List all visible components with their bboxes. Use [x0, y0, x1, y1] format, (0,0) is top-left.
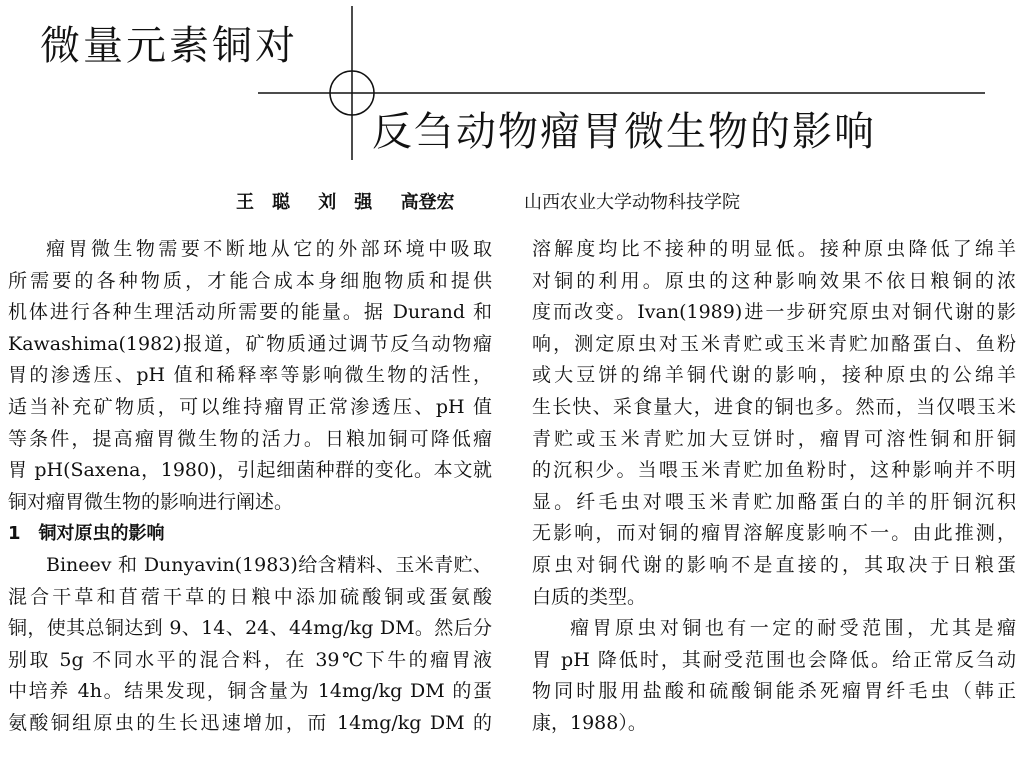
text-line: 胃 pH(Saxena，1980)，引起细菌种群的变化。本文就: [8, 459, 492, 482]
text-line: 白质的类型。: [532, 585, 647, 608]
text-line: 机体进行各种生理活动所需要的能量。据 Durand 和: [8, 301, 492, 324]
text-line: 物同时服用盐酸和硫酸铜能杀死瘤胃纤毛虫（韩正: [532, 680, 1016, 703]
section-heading: [8, 518, 492, 550]
text-line: 所需要的各种物质，才能合成本身细胞物质和提供: [8, 269, 492, 292]
section-number: 1: [8, 523, 21, 545]
author-name: 王 聪: [236, 192, 290, 213]
text-line: 青贮或玉米青贮加大豆饼时，瘤胃可溶性铜和肝铜: [532, 427, 1016, 450]
author-affiliation: 山西农业大学动物科技学院: [524, 192, 740, 213]
text-line: 康，1988）。: [532, 711, 647, 734]
text-line: 瘤胃微生物需要不断地从它的外部环境中吸取: [46, 238, 492, 260]
title-line-2: 反刍动物瘤胃微生物的影响: [372, 109, 876, 155]
text-line: Bineev 和 Dunyavin(1983)给含精料、玉米青贮、: [46, 553, 492, 576]
text-line: 对铜的利用。原虫的这种影响效果不依日粮铜的浓: [532, 269, 1016, 292]
text-line: 铜对瘤胃微生物的影响进行阐述。: [8, 490, 294, 513]
author-name: 刘 强: [318, 192, 373, 213]
text-line: 响，测定原虫对玉米青贮或玉米青贮加酪蛋白、鱼粉: [532, 332, 1016, 355]
text-line: 混合干草和苜蓿干草的日粮中添加硫酸铜或蛋氨酸: [8, 585, 492, 608]
text-line: 度而改变。Ivan(1989)进一步研究原虫对铜代谢的影: [532, 301, 1016, 324]
body-column-left: [8, 234, 492, 740]
text-line: 显。纤毛虫对喂玉米青贮加酪蛋白的羊的肝铜沉积: [532, 490, 1016, 513]
text-line: 无影响，而对铜的瘤胃溶解度影响不一。由此推测，: [532, 522, 1016, 545]
text-line: 适当补充矿物质，可以维持瘤胃正常渗透压、pH 值: [8, 395, 492, 418]
text-line: 等条件，提高瘤胃微生物的活力。日粮加铜可降低瘤: [8, 427, 492, 450]
text-line: 胃的渗透压、pH 值和稀释率等影响微生物的活性，: [8, 364, 492, 387]
text-line: 或大豆饼的绵羊铜代谢的影响，接种原虫的公绵羊: [532, 364, 1016, 387]
text-line: 胃 pH 降低时，其耐受范围也会降低。给正常反刍动: [532, 648, 1016, 671]
author-list: [236, 188, 477, 214]
text-line: 原虫对铜代谢的影响不是直接的，其取决于日粮蛋: [532, 553, 1016, 576]
text-line: 铜，使其总铜达到 9、14、24、44mg/kg DM。然后分: [8, 617, 492, 640]
text-line: 别取 5g 不同水平的混合料，在 39℃下牛的瘤胃液: [8, 648, 492, 671]
section-title: 铜对原虫的影响: [38, 523, 165, 545]
text-line: 溶解度均比不接种的明显低。接种原虫降低了绵羊: [532, 238, 1016, 260]
text-line: 的沉积少。当喂玉米青贮加鱼粉时，这种影响并不明: [532, 459, 1016, 482]
author-name: 高登宏: [400, 192, 455, 213]
text-line: 氨酸铜组原虫的生长迅速增加，而 14mg/kg DM 的: [8, 711, 492, 734]
title-line-1: 微量元素铜对: [40, 23, 298, 69]
text-line: 中培养 4h。结果发现，铜含量为 14mg/kg DM 的蛋: [8, 680, 492, 703]
title-decoration: [0, 0, 1029, 170]
text-line: 生长快、采食量大，进食的铜也多。然而，当仅喂玉米: [532, 395, 1016, 418]
body-column-right: [532, 234, 1016, 740]
text-line: Kawashima(1982)报道，矿物质通过调节反刍动物瘤: [8, 332, 492, 355]
text-line: 瘤胃原虫对铜也有一定的耐受范围，尤其是瘤: [570, 617, 1016, 640]
